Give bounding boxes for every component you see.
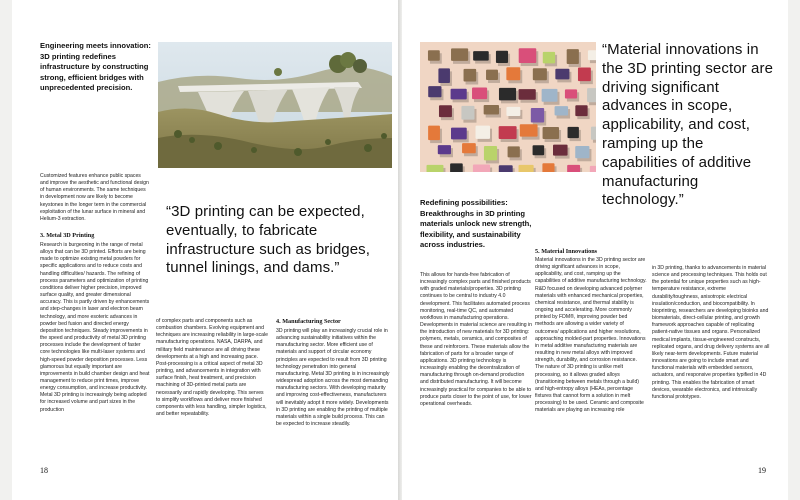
material-block xyxy=(438,68,452,86)
material-block xyxy=(543,52,557,67)
material-block xyxy=(461,106,476,123)
material-block xyxy=(588,50,596,63)
material-block xyxy=(590,166,596,172)
materials-caption: Redefining possibilities: Breakthroughs in 3D printing materials unlock new strength, flexibility, and sustainability across industries. xyxy=(420,198,532,250)
material-block xyxy=(499,88,518,104)
material-block xyxy=(575,146,591,161)
material-block xyxy=(427,165,446,172)
material-block xyxy=(428,50,442,63)
material-block xyxy=(575,105,589,119)
material-block xyxy=(555,69,571,83)
material-block xyxy=(519,89,538,103)
material-block xyxy=(428,86,443,100)
material-block xyxy=(451,89,469,103)
section-4-text: 3D printing will play an increasingly crucial role in advancing sustainability initiatives within the manufacturing sector. More efficient use of materials and support of circular economy principles are expected to result from 3D printing technology penetration into general manufacturing. Metal 3D printing is in increasingly widespread adoption across the most demanding manufacturing sectors. With developing maturity and improving cost-effectiveness, manufacturers will inevitably adopt it more widely. Developments in 3D printing are enabling the printing of multiple materials within a single build process. This can be expected to increase steadily. xyxy=(276,328,390,428)
section-5-heading: 5. Material Innovations xyxy=(535,248,598,255)
section-3-text: Research is burgeoning in the range of metal alloys that can be 3D printed. Efforts are being made to optimize existing metal powders for specific applications and to reduce costs and handling difficulties/ hazards. The refining of process parameters and optimization of printing conditions deliver higher precision, improved surface quality, and greater dimensional accuracy. This is partly driven by enhancements and step-changes in laser and electron beam technology, and more esoteric advances in powder bed fusion and directed energy deposition techniques. Steady improvements in the speed and productivity of metal 3D printing processes include the development of faster core technologies like multi-laser systems and high-speed powder deposition processes. Less glamorous but equally important are improvements in build chamber design and heat management to reduce print times, improve energy consumption, and increase productivity. Metal 3D printing is increasingly being adopted for increased volume and part sizes in the production xyxy=(40,242,150,413)
material-block xyxy=(499,126,519,142)
material-block xyxy=(508,146,522,160)
material-block xyxy=(555,106,571,118)
material-block xyxy=(567,165,582,172)
material-block xyxy=(542,163,556,172)
material-block xyxy=(451,128,469,143)
material-block xyxy=(472,87,489,102)
material-block xyxy=(464,69,479,85)
material-block xyxy=(473,51,491,63)
material-block xyxy=(520,124,540,139)
material-block xyxy=(533,68,549,83)
material-blocks-illustration xyxy=(420,42,596,172)
right-column-3-text: in 3D printing, thanks to advancements in material science and processing techniques. This holds out the potential for unique properties such as high-temperature resistance, extreme durability/toughness, anisotropic electrical insulation/conduction, and biocompatibility. In bioprinting, researchers are developing bioinks and biomaterials, direct-cellular printing, and growth framework approaches capable of replicating patient-native tissues and organs. Personalized medical implants, tissue-engineered constructs, replicated organs, and drug delivery systems are all likely near-term developments. Future material innovations are going to include smart and functional materials with embedded sensors, actuators, and responsive properties typified in 4D printing. This enables the fabrication of smart devices, wearable electronics, and intrinsically functional prototypes. xyxy=(652,265,770,400)
pull-quote-right: “Material innovations in the 3D printing sector are driving significant advances in scope, applicability, and cost, ramping up the capabilities of additive manufacturing technology.” xyxy=(602,41,774,209)
material-block xyxy=(543,127,561,142)
material-block xyxy=(496,51,510,66)
pull-quote-left: “3D printing can be expected, eventually, to fabricate infrastructure such as bridges, tunnel linings, and dams.” xyxy=(166,203,371,277)
intro-paragraph: Customized features enhance public spaces and improve the aesthetic and functional design of human environments. The same techniques in development now are likely to become keystones in the longer term in the commercial exploitation of the lunar surface in mineral and Helium-3 extraction. xyxy=(40,173,149,222)
section-5-text: Material innovations in the 3D printing sector are driving significant advances in scope, applicability, and cost, ramping up the capabilities of additive manufacturing technology. R&D focused on developing advanced polymer materials with enhanced mechanical properties, chemical resistance, and thermal stability is ongoing and accelerating. More commonly printed by FDM®, improving powder bed methods are allowing a wider variety of outcomes/ applications and higher resolutions, approaching molded-part properties. Innovations in metal additive manufacturing materials are resulting in new metal alloys with improved strength, durability, and corrosion resistance. The nature of 3D printing is unlike melt processing, so it allows graded alloys (transitioning between metals through a build) and high-entropy alloys (HEAs, percentage fixtures that cannot form a solution in melt processing) to be used. Ceramic and composite materials are playing an increasing role xyxy=(535,257,647,414)
section-3-heading: 3. Metal 3D Printing xyxy=(40,232,95,239)
material-block xyxy=(519,165,536,172)
material-block xyxy=(531,108,546,126)
column-2-text: of complex parts and components such as combustion chambers. Evolving equipment and techniques are increasing reliability in large-scale manufacturing operations. NASA, DARPA, and military field maintenance are all driving these developments at a high and increasing pace. Post-processing is a critical aspect of metal 3D printing, and advancements in integration with surface finish, heat treatment, and precision machining of 3D-printed metal parts are necessarily and rapidly developing. This serves to simplify workflows and deliver more finished components with less handling, simpler logistics, and better repeatability. xyxy=(156,318,269,418)
material-block xyxy=(533,145,547,158)
material-block xyxy=(484,105,501,118)
material-block xyxy=(519,48,539,66)
bridge-illustration xyxy=(158,42,392,168)
material-block xyxy=(473,165,492,172)
bridge-caption: Engineering meets innovation: 3D printing redefines infrastructure by constructing strong, efficient bridges with unprecedented precision. xyxy=(40,41,151,93)
material-block xyxy=(438,145,453,157)
material-block xyxy=(567,49,581,67)
left-page xyxy=(12,0,398,500)
material-block xyxy=(506,107,522,119)
material-block xyxy=(542,89,560,105)
right-page xyxy=(402,0,788,500)
material-block xyxy=(476,126,492,142)
page-number-right: 19 xyxy=(758,466,766,475)
material-block xyxy=(451,48,470,64)
material-block xyxy=(587,88,596,105)
material-blocks-photo xyxy=(420,42,596,172)
material-block xyxy=(499,165,515,172)
material-block xyxy=(439,105,454,120)
page-number-left: 18 xyxy=(40,466,48,475)
material-block xyxy=(568,127,581,141)
material-block xyxy=(553,145,570,159)
material-block xyxy=(578,68,593,85)
material-block xyxy=(506,67,522,83)
material-block xyxy=(591,127,596,143)
material-block xyxy=(565,89,579,101)
material-block xyxy=(486,70,500,83)
bridge-photo xyxy=(158,42,392,168)
material-block xyxy=(428,126,442,143)
right-column-1-text: This allows for hands-free fabrication of increasingly complex parts and finished products with graded materials/properties. 3D printing continues to be central to industry 4.0 development. This facilitates automated process monitoring, real-time QC, and automated workflows in manufacturing operations. Developments in material science are resulting in the introduction of new materials for 3D printing: polymers, metals, ceramics, and composites of these and reinforcers. These materials allow the fabrication of parts for a broader range of applications. 3D printing technology is increasingly enabling the decentralization of manufacturing through on-demand production and distributed manufacturing. It will become increasingly practical for companies to be able to produce parts closer to the point of use, for lower operational overheads. xyxy=(420,272,533,407)
material-block xyxy=(462,143,478,156)
material-block xyxy=(450,163,465,172)
material-block xyxy=(484,146,499,163)
section-4-heading: 4. Manufacturing Sector xyxy=(276,318,341,325)
